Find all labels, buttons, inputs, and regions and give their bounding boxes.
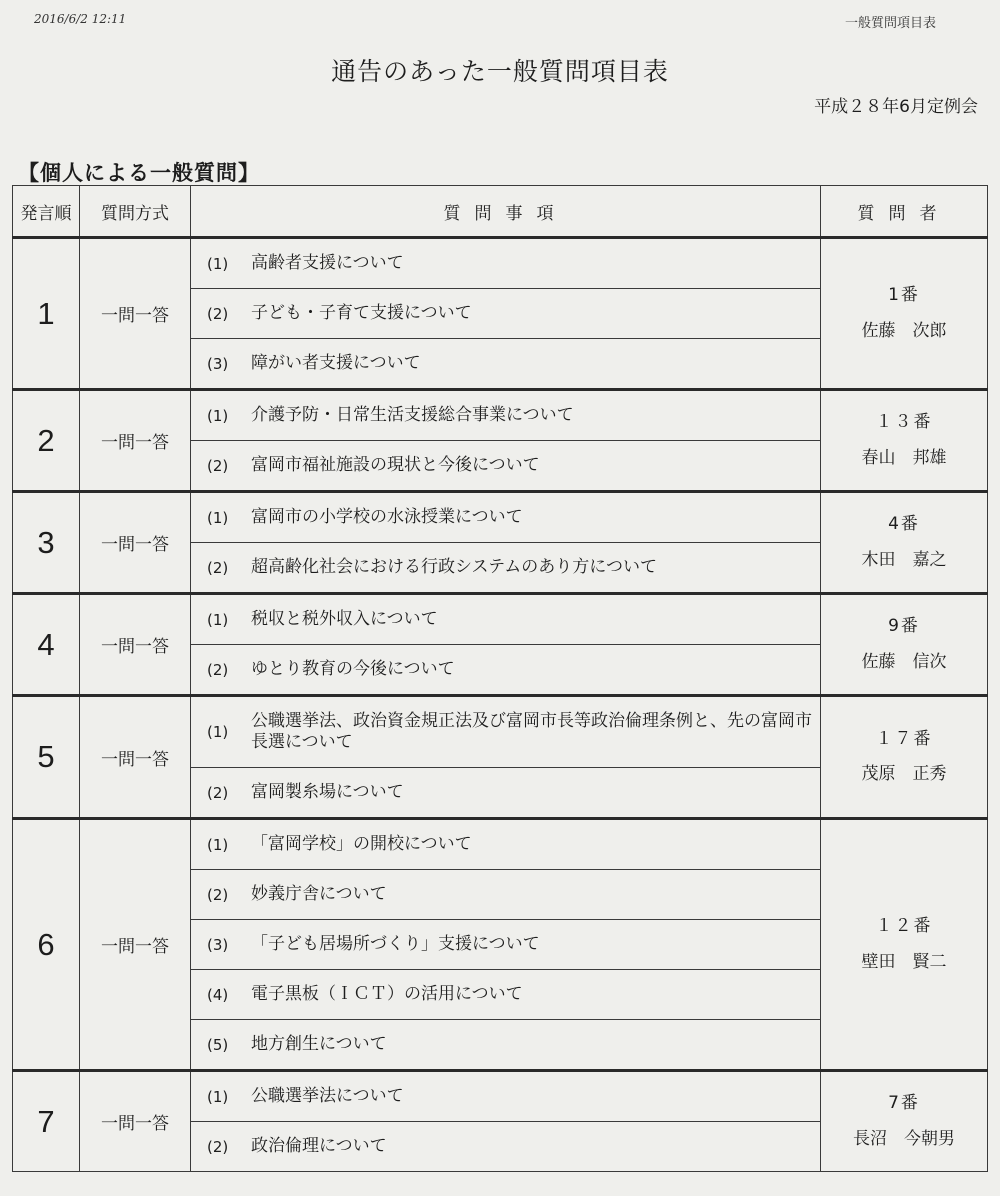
questioner (821, 819, 988, 1071)
item-number: (2) (207, 783, 229, 802)
question-item-wrap (191, 1034, 820, 1055)
question-item (191, 441, 821, 492)
header-order: 発言順 (13, 186, 80, 238)
question-method: 一問一答 (80, 696, 191, 819)
item-text: 高齢者支援について (251, 253, 404, 273)
table-row (13, 390, 988, 441)
table-row (13, 696, 988, 768)
item-number: (2) (207, 558, 229, 577)
question-item-wrap (191, 253, 820, 274)
question-item (191, 768, 821, 819)
member-name: 佐藤 信次 (861, 651, 947, 672)
question-item-wrap (191, 557, 820, 578)
table-row (13, 238, 988, 289)
table-row (13, 1071, 988, 1122)
item-text: 電子黒板（ＩＣＴ）の活用について (251, 984, 523, 1004)
member-name: 木田 嘉之 (861, 549, 947, 570)
item-number: (1) (207, 723, 229, 741)
item-number: (2) (207, 885, 229, 904)
question-item-wrap (191, 934, 820, 955)
speaking-order: 2 (13, 390, 80, 492)
item-number: (3) (207, 354, 229, 373)
item-number: (4) (207, 985, 229, 1004)
speaking-order: 5 (13, 696, 80, 819)
seat-number: 7番 (888, 1093, 920, 1114)
item-number: (1) (207, 610, 229, 629)
question-item (191, 594, 821, 645)
questioner (821, 390, 988, 492)
table-row (13, 819, 988, 870)
item-text: 公職選挙法、政治資金規正法及び富岡市長等政治倫理条例と、先の富岡市長選について (251, 711, 812, 752)
question-group (13, 819, 988, 1071)
question-item (191, 390, 821, 441)
session-label: 平成２８年6月定例会 (814, 97, 978, 117)
question-item-wrap (191, 455, 820, 476)
table-row (13, 594, 988, 645)
seat-number: １３番 (875, 412, 933, 433)
question-item-wrap (191, 711, 820, 753)
item-text: 妙義庁舎について (251, 884, 387, 904)
seat-number: 9番 (888, 616, 920, 637)
question-item (191, 970, 821, 1020)
question-item (191, 289, 821, 339)
item-number: (2) (207, 660, 229, 679)
header-member: 質問者 (821, 186, 988, 238)
questioner (821, 696, 988, 819)
question-item (191, 543, 821, 594)
member-name: 春山 邦雄 (861, 447, 947, 468)
question-method: 一問一答 (80, 492, 191, 594)
question-item (191, 492, 821, 543)
item-text: 地方創生について (251, 1034, 387, 1054)
header-topic: 質問事項 (191, 186, 821, 238)
item-number: (2) (207, 304, 229, 323)
question-method: 一問一答 (80, 238, 191, 390)
question-item-wrap (191, 984, 820, 1005)
item-text: 超高齢化社会における行政システムのあり方について (251, 557, 657, 577)
item-number: (2) (207, 1137, 229, 1156)
question-item-wrap (191, 1136, 820, 1157)
question-item (191, 1071, 821, 1122)
question-method: 一問一答 (80, 1071, 191, 1172)
member-name: 長沼 今朝男 (853, 1128, 955, 1149)
question-group (13, 492, 988, 594)
question-item (191, 1122, 821, 1172)
question-item (191, 920, 821, 970)
item-text: 税収と税外収入について (251, 609, 438, 629)
item-number: (5) (207, 1035, 229, 1054)
question-item-wrap (191, 507, 820, 528)
question-item (191, 696, 821, 768)
item-text: 富岡市福祉施設の現状と今後について (251, 455, 540, 475)
item-text: 富岡市の小学校の水泳授業について (251, 507, 523, 527)
question-item (191, 238, 821, 289)
table-header-row (13, 186, 988, 238)
question-group (13, 238, 988, 390)
question-item-wrap (191, 303, 820, 324)
item-text: 「子ども居場所づくり」支援について (251, 934, 540, 954)
question-table (12, 185, 988, 1172)
question-group (13, 696, 988, 819)
questioner (821, 594, 988, 696)
seat-number: １２番 (875, 916, 933, 937)
question-item (191, 870, 821, 920)
print-timestamp: 2016/6/2 12:11 (34, 12, 127, 26)
question-item-wrap (191, 609, 820, 630)
speaking-order: 4 (13, 594, 80, 696)
header-method: 質問方式 (80, 186, 191, 238)
speaking-order: 1 (13, 238, 80, 390)
item-text: 富岡製糸場について (251, 782, 404, 802)
item-number: (1) (207, 254, 229, 273)
item-text: 「富岡学校」の開校について (251, 834, 472, 854)
question-item (191, 819, 821, 870)
question-item (191, 1020, 821, 1071)
question-item-wrap (191, 659, 820, 680)
member-name: 茂原 正秀 (861, 764, 947, 784)
question-method: 一問一答 (80, 819, 191, 1071)
seat-number: １７番 (875, 728, 933, 749)
item-number: (2) (207, 456, 229, 475)
seat-number: 4番 (888, 514, 920, 535)
questioner (821, 492, 988, 594)
speaking-order: 7 (13, 1071, 80, 1172)
item-number: (3) (207, 935, 229, 954)
member-name: 佐藤 次郎 (861, 320, 947, 341)
table-row (13, 492, 988, 543)
document-label: 一般質問項目表 (844, 16, 936, 31)
item-number: (1) (207, 406, 229, 425)
question-item-wrap (191, 782, 820, 803)
section-heading: 【個人による一般質問】 (18, 161, 260, 185)
questioner (821, 238, 988, 390)
question-item-wrap (191, 405, 820, 426)
question-item-wrap (191, 884, 820, 905)
item-text: 政治倫理について (251, 1136, 387, 1156)
item-text: ゆとり教育の今後について (251, 659, 455, 679)
item-text: 公職選挙法について (251, 1086, 404, 1106)
question-group (13, 1071, 988, 1172)
member-name: 壁田 賢二 (861, 951, 947, 972)
question-method: 一問一答 (80, 594, 191, 696)
item-text: 子ども・子育て支援について (251, 303, 472, 323)
speaking-order: 3 (13, 492, 80, 594)
item-number: (1) (207, 508, 229, 527)
questioner (821, 1071, 988, 1172)
question-group (13, 390, 988, 492)
seat-number: 1番 (888, 285, 920, 306)
question-group (13, 594, 988, 696)
question-item-wrap (191, 1086, 820, 1107)
question-method: 一問一答 (80, 390, 191, 492)
question-item (191, 339, 821, 390)
question-item-wrap (191, 834, 820, 855)
item-text: 障がい者支援について (251, 353, 421, 373)
document-title: 通告のあった一般質問項目表 (331, 57, 669, 86)
item-text: 介護予防・日常生活支援総合事業について (251, 405, 574, 425)
question-item-wrap (191, 353, 820, 374)
question-item (191, 645, 821, 696)
item-number: (1) (207, 1087, 229, 1106)
speaking-order: 6 (13, 819, 80, 1071)
item-number: (1) (207, 835, 229, 854)
